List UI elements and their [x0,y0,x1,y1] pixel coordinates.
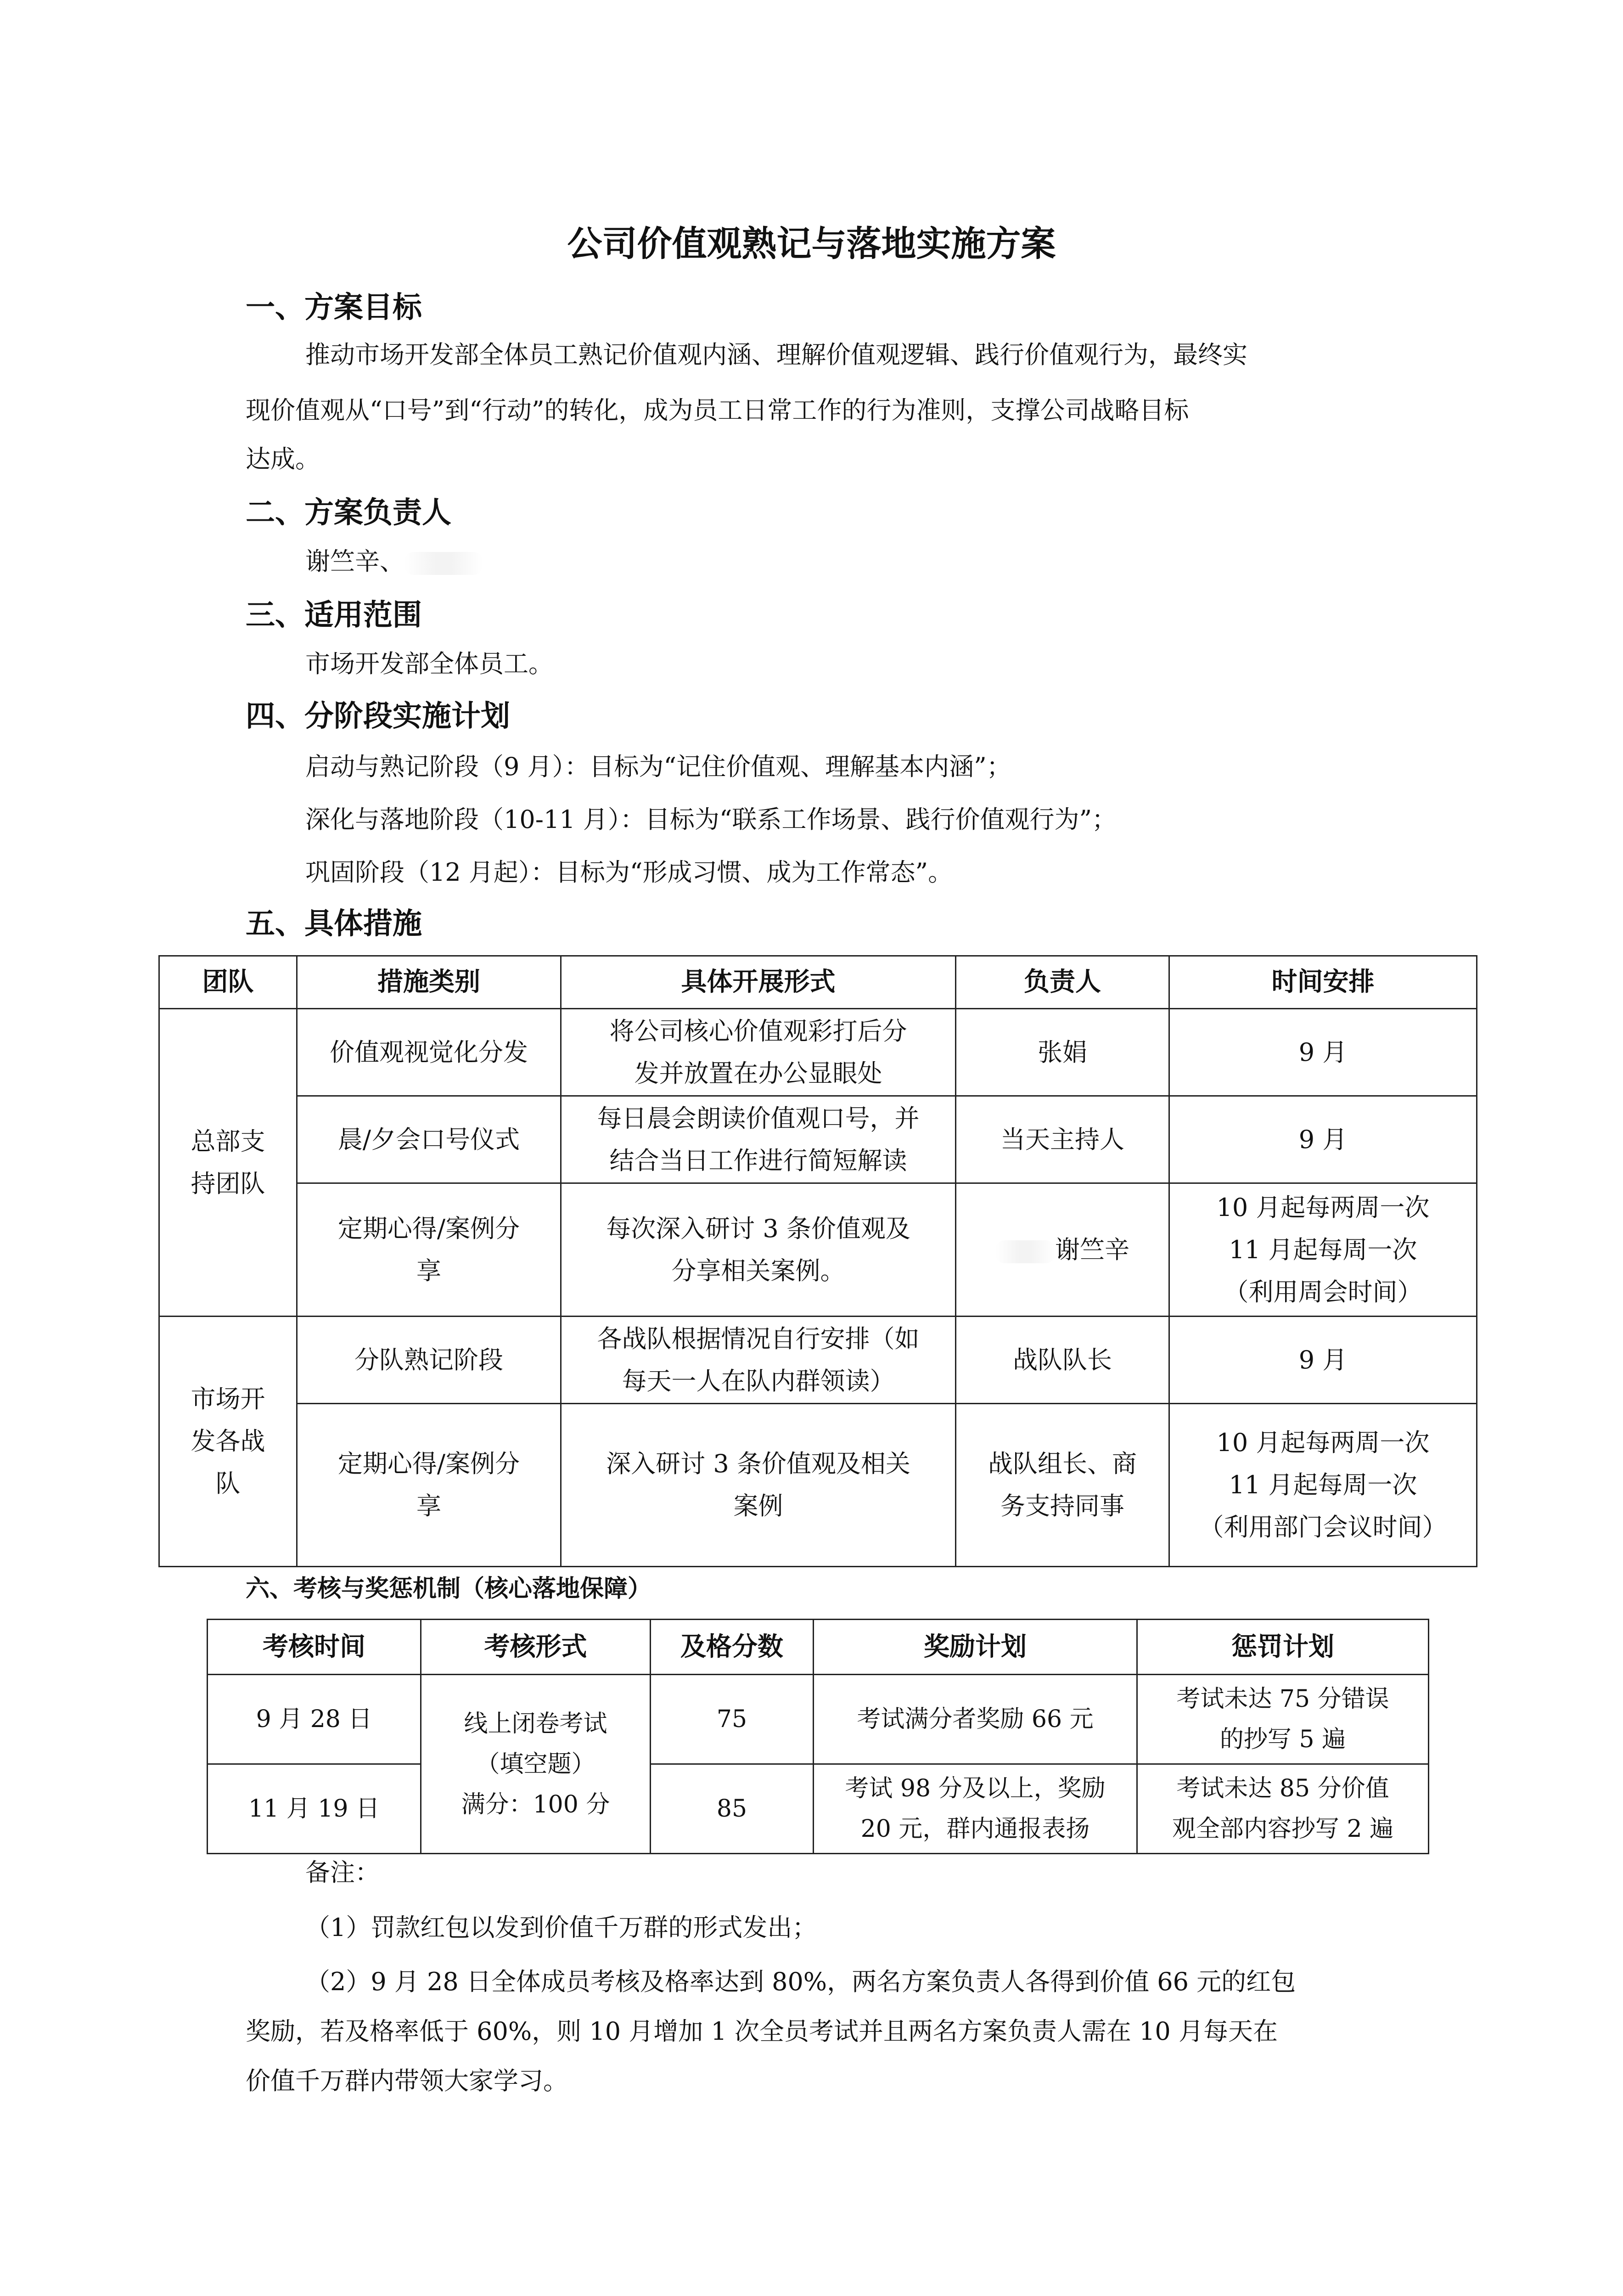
penalty-cell: 考试未达 75 分错误 的抄写 5 遍 [1137,1675,1429,1764]
section-heading-measures: 五、具体措施 [246,907,422,941]
category-cell: 定期心得/案例分 享 [297,1183,561,1317]
pass-cell: 85 [651,1764,814,1854]
category-cell: 晨/夕会口号仪式 [297,1096,561,1183]
measures-header-row [159,956,1477,1009]
owner-cell: 谢竺辛 [956,1183,1169,1317]
owner-cell: 当天主持人 [956,1096,1169,1183]
document-title: 公司价值观熟记与落地实施方案 [567,223,1056,264]
date-cell: 9 月 28 日 [208,1675,421,1764]
goal-line-2: 现价值观从“口号”到“行动”的转化，成为员工日常工作的行为准则，支撑公司战略目标 [246,396,1189,425]
header-date: 考核时间 [208,1620,421,1675]
table-row [208,1764,1429,1854]
section-heading-scope: 三、适用范围 [246,598,422,632]
note-line-4: 价值千万群内带领大家学习。 [246,2066,568,2095]
time-cell: 9 月 [1169,1317,1477,1404]
reward-cell: 考试 98 分及以上，奖励 20 元，群内通报表扬 [814,1764,1137,1854]
date-cell: 11 月 19 日 [208,1764,421,1854]
goal-line-3: 达成。 [246,445,320,473]
category-cell: 定期心得/案例分 享 [297,1404,561,1567]
format-cell: 线上闭卷考试 （填空题） 满分：100 分 [421,1675,651,1854]
owner-text [305,540,483,584]
plan-line-3: 巩固阶段（12 月起）：目标为“形成习惯、成为工作常态”。 [305,858,953,887]
plan-line-2: 深化与落地阶段（10-11 月）：目标为“联系工作场景、践行价值观行为”； [305,805,1117,834]
header-reward: 奖励计划 [814,1620,1137,1675]
header-penalty: 惩罚计划 [1137,1620,1429,1675]
redacted-name [404,552,483,575]
header-form: 具体开展形式 [561,956,956,1009]
scope-text: 市场开发部全体员工。 [305,649,553,678]
note-line-1: （1）罚款红包以发到价值千万群的形式发出； [305,1913,817,1942]
measures-table [158,955,1477,1567]
owner-cell: 张娟 [956,1009,1169,1096]
pass-cell: 75 [651,1675,814,1764]
section-heading-assessment: 六、考核与奖惩机制（核心落地保障） [246,1575,652,1603]
header-owner: 负责人 [956,956,1169,1009]
header-team: 团队 [159,956,297,1009]
penalty-cell: 考试未达 85 分价值 观全部内容抄写 2 遍 [1137,1764,1429,1854]
header-format: 考核形式 [421,1620,651,1675]
assessment-header-row [208,1620,1429,1675]
section-heading-owner: 二、方案负责人 [246,496,451,530]
time-cell: 10 月起每两周一次 11 月起每周一次 （利用部门会议时间） [1169,1404,1477,1567]
table-row [159,1317,1477,1404]
section-heading-plan: 四、分阶段实施计划 [246,699,510,733]
table-row [159,1009,1477,1096]
section-heading-goal: 一、方案目标 [246,291,422,325]
header-time: 时间安排 [1169,956,1477,1009]
time-cell: 9 月 [1169,1096,1477,1183]
team-cell-market: 市场开 发各战 队 [159,1317,297,1567]
form-cell: 各战队根据情况自行安排（如 每天一人在队内群领读） [561,1317,956,1404]
form-cell: 每日晨会朗读价值观口号，并 结合当日工作进行简短解读 [561,1096,956,1183]
team-cell-hq: 总部支 持团队 [159,1009,297,1317]
table-row [159,1096,1477,1183]
goal-line-1: 推动市场开发部全体员工熟记价值观内涵、理解价值观逻辑、践行价值观行为，最终实 [305,340,1247,369]
time-cell: 10 月起每两周一次 11 月起每周一次 （利用周会时间） [1169,1183,1477,1317]
owner-cell: 战队组长、商 务支持同事 [956,1404,1169,1567]
header-category: 措施类别 [297,956,561,1009]
owner-name: 谢竺辛、 [305,547,404,576]
reward-cell: 考试满分者奖励 66 元 [814,1675,1137,1764]
assessment-table [207,1619,1429,1854]
plan-line-1: 启动与熟记阶段（9 月）：目标为“记住价值观、理解基本内涵”； [305,752,1011,781]
form-cell: 每次深入研讨 3 条价值观及 分享相关案例。 [561,1183,956,1317]
header-pass: 及格分数 [651,1620,814,1675]
form-cell: 将公司核心价值观彩打后分 发并放置在办公显眼处 [561,1009,956,1096]
table-row [208,1675,1429,1764]
table-row [159,1404,1477,1567]
note-line-2: （2）9 月 28 日全体成员考核及格率达到 80%，两名方案负责人各得到价值 66 元的红包 [305,1967,1296,1996]
time-cell: 9 月 [1169,1009,1477,1096]
notes-label: 备注： [305,1858,380,1887]
form-cell: 深入研讨 3 条价值观及相关 案例 [561,1404,956,1567]
redacted-name [995,1240,1055,1263]
category-cell: 价值观视觉化分发 [297,1009,561,1096]
note-line-3: 奖励，若及格率低于 60%，则 10 月增加 1 次全员考试并且两名方案负责人需在 10 月每天在 [246,2017,1278,2046]
owner-cell: 战队队长 [956,1317,1169,1404]
category-cell: 分队熟记阶段 [297,1317,561,1404]
table-row [159,1183,1477,1317]
